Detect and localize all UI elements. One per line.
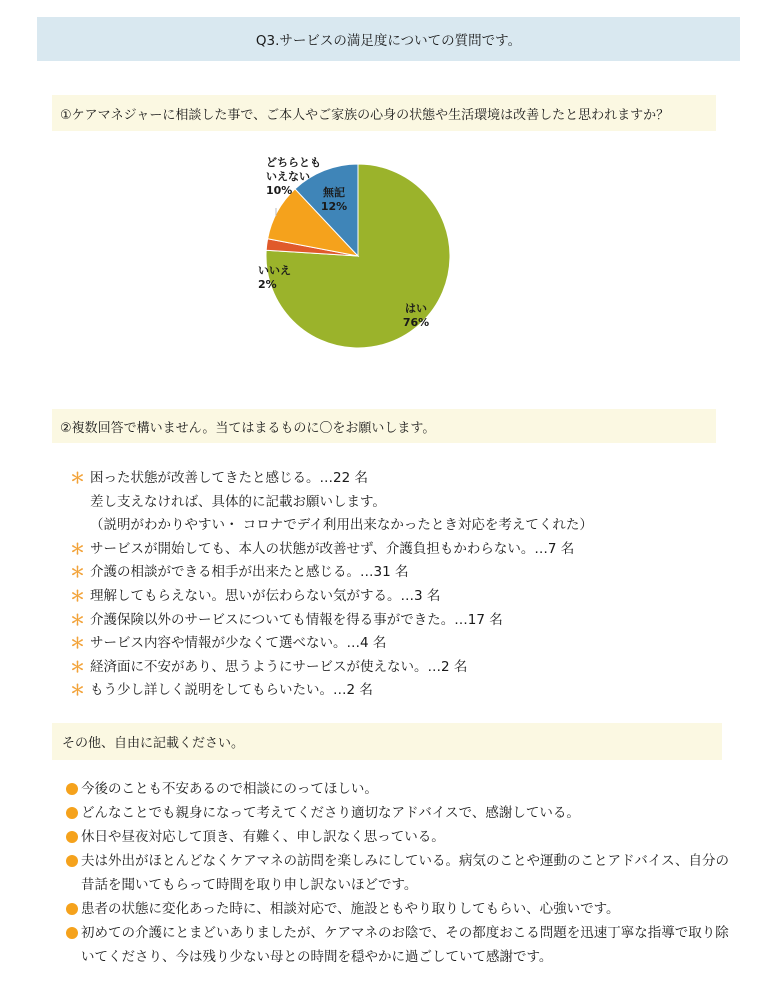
comment-list [66, 777, 730, 969]
comment-item [66, 825, 730, 849]
answer-text: 困った状態が改善してきたと感じる。…22 名 [90, 470, 368, 486]
answer-text: サービスが開始しても、本人の状態が改善せず、介護負担もかわらない。…7 名 [90, 540, 575, 557]
question-1-banner [52, 95, 716, 131]
asterisk-icon: ＊ [70, 610, 86, 629]
asterisk-icon: ＊ [70, 681, 86, 700]
comment-text: 患者の状態に変化あった時に、相談対応で、施設ともやり取りしてもらい、心強いです。 [81, 901, 620, 917]
answer-text: 介護の相談ができる相手が出来たと感じる。…31 名 [90, 564, 409, 581]
answer-text: もう少し詳しく説明をしてもらいたい。…2 名 [90, 682, 373, 699]
bullet-dot-icon [66, 783, 78, 795]
list-item [70, 656, 730, 680]
list-item [70, 538, 730, 562]
question-2-text: ②複数回答で構いません。当てはまるものに〇をお願いします。 [60, 420, 436, 436]
satisfaction-pie-chart [200, 150, 500, 380]
list-item [70, 467, 730, 491]
comment-item [66, 921, 730, 969]
comment-text: 夫は外出がほとんどなくケアマネの訪問を楽しみにしている。病気のことや運動のことアドバイス、自分の昔話を聞いてもらって時間を取り申し訳ないほどです。 [81, 853, 729, 893]
asterisk-icon: ＊ [70, 563, 86, 582]
pie-label: はい 76% [402, 302, 430, 329]
answer-text: 理解してもらえない。思いが伝わらない気がする。…3 名 [90, 587, 441, 604]
list-item [70, 632, 730, 656]
asterisk-icon: ＊ [70, 469, 86, 487]
bullet-dot-icon [66, 903, 78, 915]
list-item [70, 609, 730, 633]
asterisk-icon: ＊ [70, 657, 86, 676]
answer-list [70, 467, 730, 703]
asterisk-icon: ＊ [70, 634, 86, 653]
asterisk-icon: ＊ [70, 586, 86, 605]
comment-item [66, 849, 730, 897]
bullet-dot-icon [66, 927, 78, 939]
comment-text: 初めての介護にとまどいありましたが、ケアマネのお陰で、その都度おこる問題を迅速丁寧な指導で取り除いてくださり、今は残り少ない母との時間を穏やかに過ごしていて感謝です。 [81, 925, 729, 965]
answer-note: 差し支えなければ、具体的に記載お願いします。 [90, 493, 386, 510]
question-1-text: ①ケアマネジャーに相談した事で、ご本人やご家族の心身の状態や生活環境は改善したと思われますか？ [60, 107, 670, 123]
list-item [70, 679, 730, 703]
pie-label: 無記 12% [320, 186, 348, 213]
answer-note: （説明がわかりやすい・ コロナでデイ利用出来なかったとき対応を考えてくれた） [90, 517, 593, 534]
comment-item [66, 777, 730, 801]
list-item [70, 585, 730, 609]
asterisk-icon: ＊ [70, 539, 86, 558]
question-2-banner [52, 409, 716, 443]
question-3-text: その他、自由に記載ください。 [62, 736, 245, 751]
comment-item [66, 897, 730, 921]
pie-label: いいえ 2% [258, 264, 291, 291]
pie-svg [200, 150, 500, 380]
comment-text: どんなことでも親身になって考えてくださり適切なアドバイスで、感謝している。 [81, 805, 580, 821]
pie-label: どちらともいえない 10% [266, 156, 321, 197]
list-item [70, 561, 730, 585]
comment-text: 休日や昼夜対応して頂き、有難く、申し訳なく思っている。 [81, 829, 445, 845]
section-title-text: Q3.サービスの満足度についての質問です。 [255, 33, 522, 49]
answer-text: 経済面に不安があり、思うようにサービスが使えない。…2 名 [90, 658, 468, 675]
bullet-dot-icon [66, 831, 78, 843]
bullet-dot-icon [66, 807, 78, 819]
comment-item [66, 801, 730, 825]
answer-text: 介護保険以外のサービスについても情報を得る事ができた。…17 名 [90, 611, 503, 628]
answer-text: サービス内容や情報が少なくて選べない。…4 名 [90, 635, 387, 652]
question-3-banner [52, 723, 722, 760]
bullet-dot-icon [66, 855, 78, 867]
comment-text: 今後のことも不安あるので相談にのってほしい。 [81, 781, 378, 797]
section-title [37, 17, 740, 61]
